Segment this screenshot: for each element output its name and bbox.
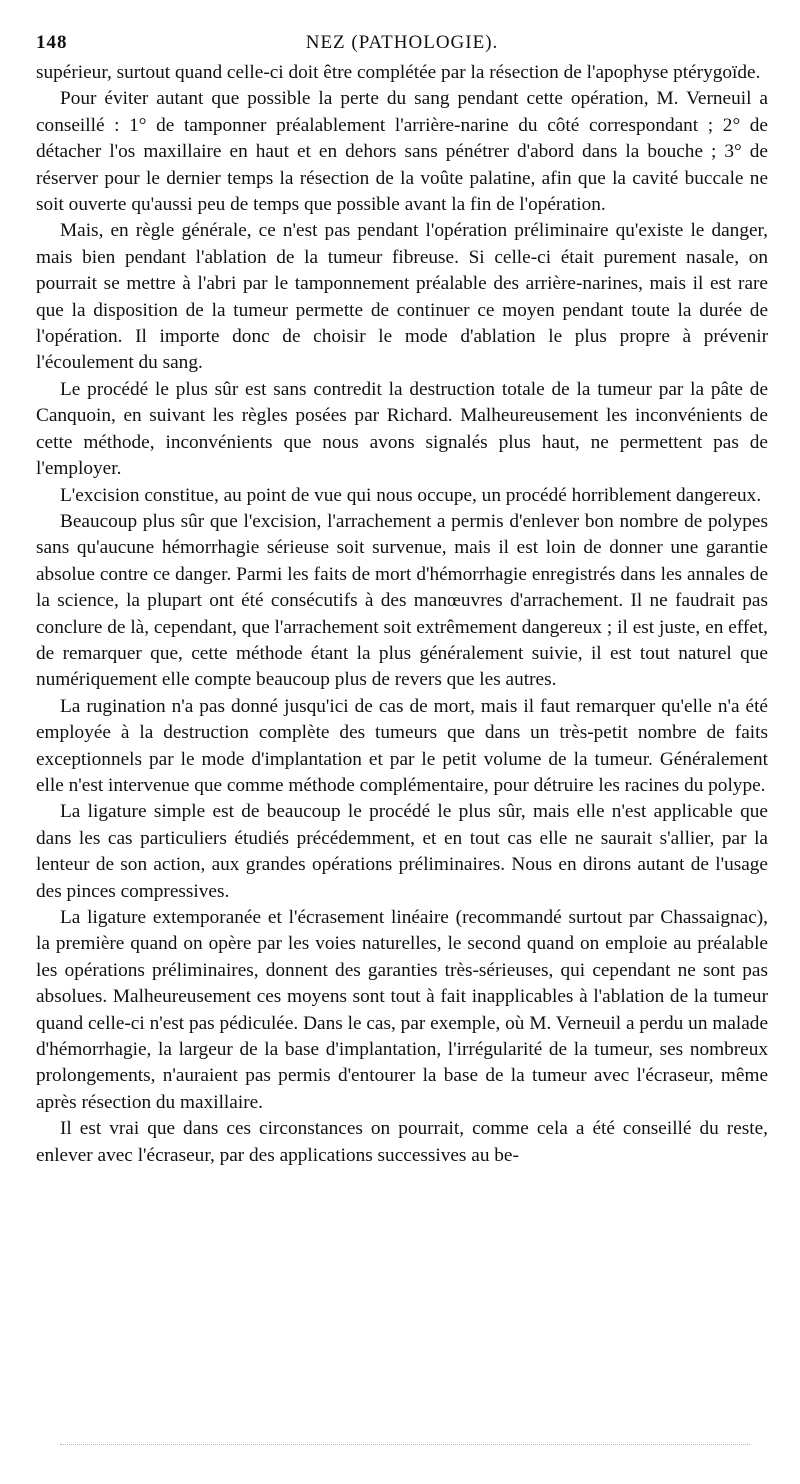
paragraph: Le procédé le plus sûr est sans contredit la destruction totale de la tumeur par la pâte de Canquoin, en suivant les règles posées par Richard. Malheureusement les inconvénients de cette méthode, inconvénients que nous avons signalés plus haut, ne permettent pas de l'employer. [36, 378, 768, 480]
paragraph-continued: supérieur, surtout quand celle-ci doit être complétée par la résection de l'apophyse ptérygoïde. [36, 62, 761, 83]
paragraph: L'excision constitue, au point de vue qui nous occupe, un procédé horriblement dangereux. [60, 484, 762, 506]
bottom-dotted-rule [60, 1444, 750, 1445]
paragraph: Il est vrai que dans ces circonstances on pourrait, comme cela a été conseillé du reste, enlever avec l'écraseur, par des applications successives au be- [36, 1118, 768, 1166]
paragraph: La ligature extemporanée et l'écrasement linéaire (recommandé surtout par Chassaignac), la première quand on opère par les voies naturelles, le second quand on emploie au préalable les opérations préliminaires, donnent des garanties très-sérieuses, qui cependant ne sont pas absolues. Malheureusement ces moyens sont tout à fait inapplicables à l'ablation de la tumeur quand celle-ci n'est pas pédiculée. Dans le cas, par exemple, où M. Verneuil a perdu un malade d'hémorrhagie, la largeur de la base d'implantation, l'irrégularité de la tumeur, ses nombreux prolongements, n'auraient pas permis d'entourer la base de la tumeur avec l'écraseur, même après résection du maxillaire. [36, 907, 768, 1113]
body-text [36, 60, 768, 1169]
page-header [36, 28, 768, 60]
paragraph: Mais, en règle générale, ce n'est pas pendant l'opération préliminaire qu'existe le danger, mais bien pendant l'ablation de la tumeur fibreuse. Si celle-ci était purement nasale, on pourrait se mettre à l'abri par le tamponnement préalable des arrière-narines, mais il est rare que la disposition de la tumeur permette de continuer ce moyen pendant toute la durée de l'opération. Il importe donc de choisir le mode d'ablation le plus propre à prévenir l'écoulement du sang. [36, 220, 768, 374]
paragraph: La ligature simple est de beaucoup le procédé le plus sûr, mais elle n'est applicable que dans les cas particuliers étudiés précédemment, et en tout cas elle ne saurait s'allier, par la lenteur de son action, aux grandes opérations préliminaires. Nous en dirons autant de l'usage des pinces compressives. [36, 801, 768, 902]
running-title: NEZ (PATHOLOGIE). [305, 32, 499, 53]
paragraph: Pour éviter autant que possible la perte du sang pendant cette opération, M. Verneuil a conseillé : 1° de tamponner préalablement l'arrière-narine du côté correspondant ; 2° de détacher l'os maxillaire en haut et en dehors sans pénétrer d'abord dans la bouche ; 3° de réserver pour le dernier temps la résection de la voûte palatine, afin que la cavité buccale ne soit ouverte qu'aussi peu de temps que possible avant la fin de l'opération. [36, 88, 768, 216]
paragraph: La rugination n'a pas donné jusqu'ici de cas de mort, mais il faut remarquer qu'elle n'a été employée à la destruction complète des tumeurs que dans un très-petit nombre de faits exceptionnels par le mode d'implantation et par le petit volume de la tumeur. Généralement elle n'est intervenue que comme méthode complémentaire, pour détruire les racines du polype. [36, 695, 768, 796]
page-number: 148 [36, 32, 68, 53]
book-page [36, 28, 768, 1169]
paragraph: Beaucoup plus sûr que l'excision, l'arrachement a permis d'enlever bon nombre de polypes sans qu'aucune hémorrhagie sérieuse soit survenue, mais il est loin de donner une garantie absolue contre ce danger. Parmi les faits de mort d'hémorrhagie enregistrés dans les annales de la science, la plupart ont été consécutifs à des manœuvres d'arrachement. Il ne faudrait pas conclure de là, cependant, que l'arrachement soit extrêmement dangereux ; il est juste, en effet, de remarquer que, cette méthode étant la plus généralement suivie, il est tout naturel que numériquement elle compte beaucoup plus de revers que les autres. [36, 510, 768, 691]
